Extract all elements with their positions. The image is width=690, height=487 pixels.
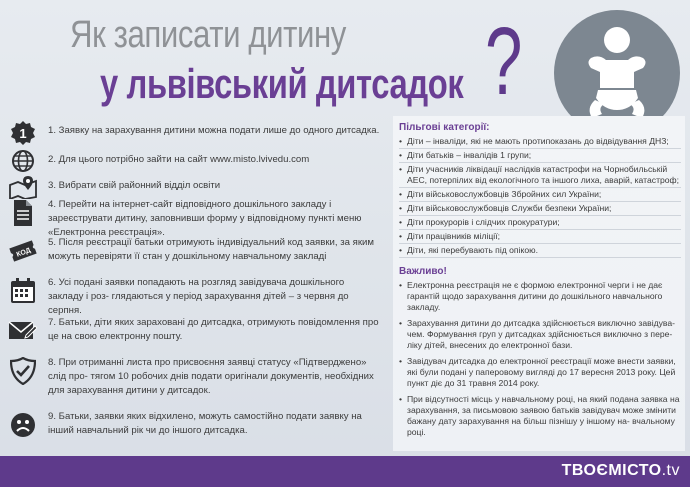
benefits-heading: Пільгові категорії: — [399, 122, 490, 133]
number-one-icon — [8, 118, 38, 148]
benefits-list — [399, 135, 681, 258]
shield-check-icon — [8, 356, 38, 386]
step-text: 1. Заявку на зарахування дитини можна подати лише до одного дитсадка. — [48, 125, 380, 136]
step-text: 6. Усі подані заявки попадають на розгляд завідувача дошкільного закладу і роз- глядаються у період зарахування дітей – з червня до серпня. — [48, 277, 349, 316]
calendar-icon — [8, 276, 38, 306]
info-panel — [393, 116, 685, 451]
step-text: 9. Батьки, заявки яких відхилено, можуть самостійно подати заявку на інший навчальний рік чи до іншого дитсадка. — [48, 411, 362, 436]
list-item: • Діти, які перебувають під опікою. — [399, 244, 681, 258]
site-logo[interactable] — [562, 462, 680, 480]
step-4 — [8, 198, 380, 240]
step-text: 5. Після реєстрації батьки отримують індивідуальний код заявки, за яким можуть перевіряти її стан у дошкільному навчальному закладі — [48, 237, 374, 262]
step-text: 7. Батьки, діти яких зараховані до дитсадка, отримують повідомлення про це на свою електронну пошту. — [48, 317, 379, 342]
step-6 — [8, 276, 380, 318]
step-text: 8. При отриманні листа про присвоєння заявці статусу «Підтверджено» слід про- тягом 10 робочих днів подати оригінали документів, необхідних для зарахування дитини у дитсадок. — [48, 357, 374, 396]
list-item: • Завідувач дитсадка до електронної реєстрації може внести заявки, які були подані у паперовому вигляді до 17 вересня 2013 року. Цей пункт діє до 31 травня 2014 року. — [399, 355, 681, 393]
list-item: • Діти батьків – інвалідів 1 групи; — [399, 149, 681, 163]
list-item: • Електронна реєстрація не є формою електронної черги і не дає гарантій щодо зарахування дитини до дошкільного навчального закладу. — [399, 279, 681, 317]
step-5 — [8, 236, 380, 266]
important-list — [399, 279, 681, 442]
step-7 — [8, 316, 380, 346]
ticket-code-label: КОД — [15, 247, 32, 259]
step-text: 4. Перейти на інтернет-сайт відповідного дошкільного закладу і зареєструвати дитину, заповнивши форму у відповідному пункті меню «Електронна реєстрація». — [48, 199, 362, 238]
step-8 — [8, 356, 380, 398]
ticket-icon — [8, 236, 38, 266]
logo-suffix: .tv — [661, 462, 680, 479]
sad-face-icon — [8, 410, 38, 440]
step-text: 2. Для цього потрібно зайти на сайт www.misto.lvivedu.com — [48, 154, 310, 165]
list-item: • Діти учасників ліквідації наслідків катастрофи на Чорнобильській АЕС, потерпілих від екологічного та іншого лиха, аварій, катастроф; — [399, 163, 681, 188]
important-heading: Важливо! — [399, 266, 447, 277]
title-line-1: Як записати дитину — [70, 14, 346, 56]
step-1 — [8, 118, 380, 148]
logo-text: ТВОЄМІСТО — [561, 462, 662, 479]
step-text: 3. Вибрати свій районний відділ освіти — [48, 180, 221, 191]
svg-text:1: 1 — [19, 126, 27, 141]
list-item: • Діти прокурорів і слідчих прокуратури; — [399, 216, 681, 230]
document-icon — [8, 198, 38, 228]
footer-bar — [0, 456, 690, 487]
list-item: • Зарахування дитини до дитсадка здійснюється виключно завідува- чем. Формування груп у дитсадках здійснюється виключно з пере- ліку дітей, внесених до електронної бази. — [399, 317, 681, 355]
list-item: • Діти військовослужбовців Збройних сил України; — [399, 188, 681, 202]
email-icon — [8, 316, 38, 346]
list-item: • При відсутності місць у навчальному році, на який подана заявка на зарахування, за письмовою заявою батьків завідувач може змінити бажану дату зарахування на більш пізнішу у іншому на- вчальному році. — [399, 393, 681, 442]
list-item: • Діти працівників міліції; — [399, 230, 681, 244]
question-mark: ? — [485, 8, 523, 115]
title-line-2: у львівський дитсадок — [100, 60, 464, 107]
list-item: • Діти військовослужбовців Служби безпеки України; — [399, 202, 681, 216]
step-9 — [8, 410, 380, 440]
list-item: • Діти – інваліди, які не мають протипоказань до відвідування ДНЗ; — [399, 135, 681, 149]
